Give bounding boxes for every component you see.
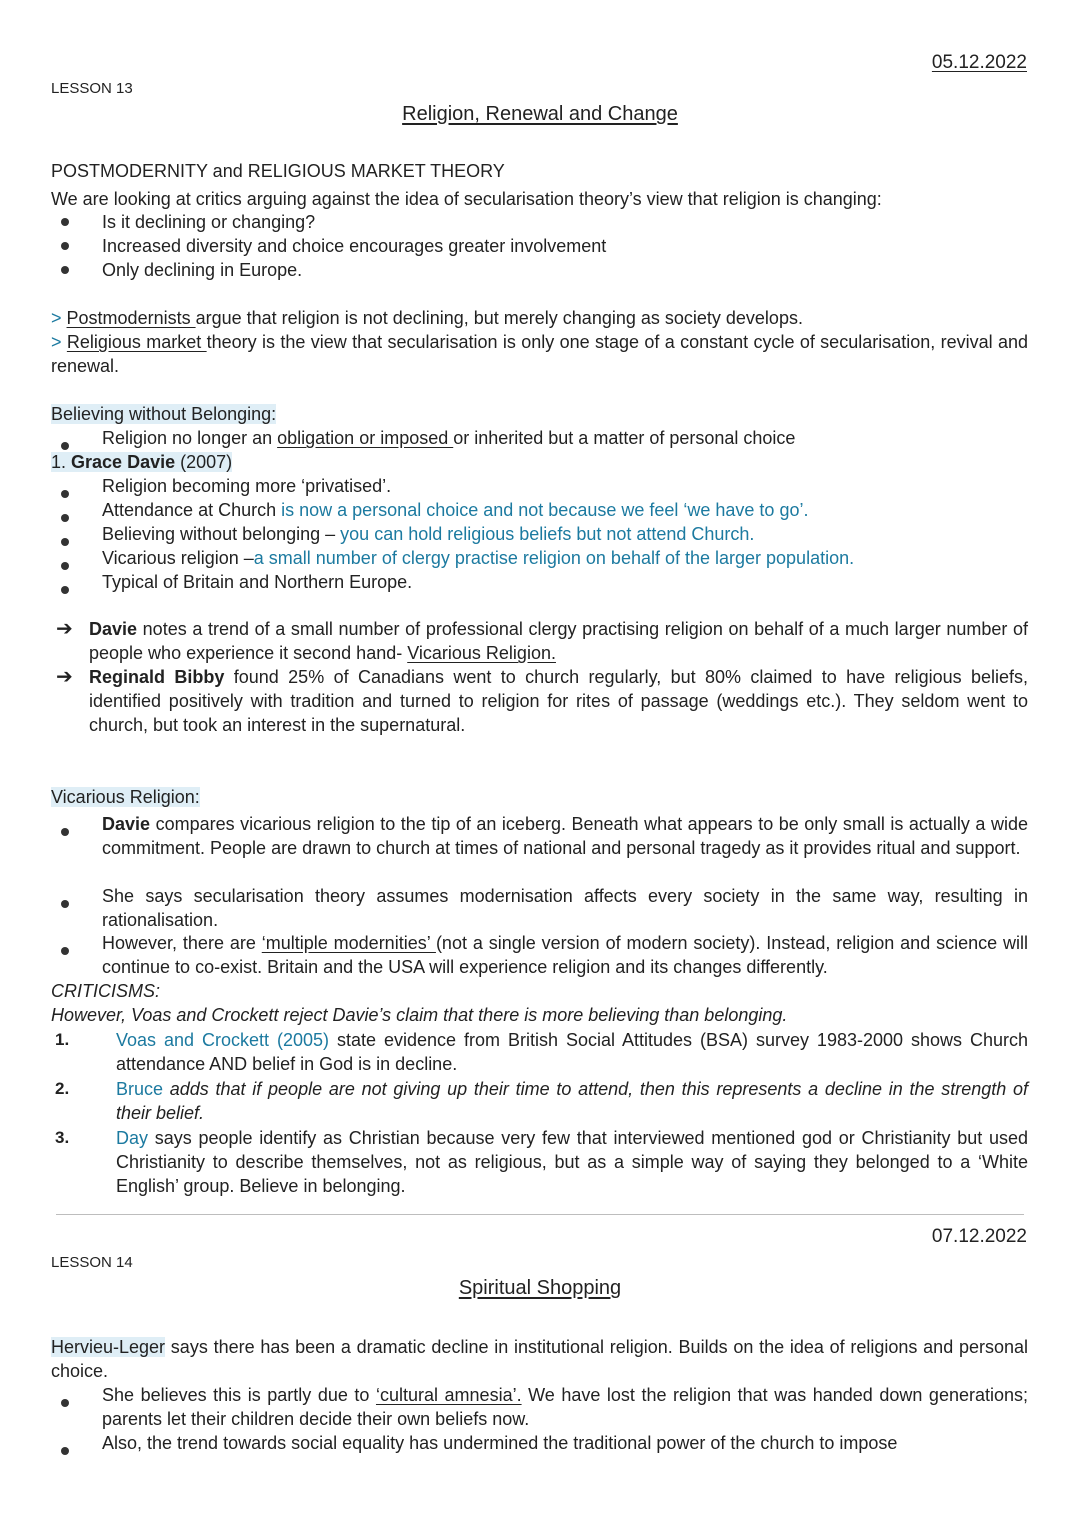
davie-bullet: Religion becoming more ‘privatised’.: [102, 476, 392, 496]
vicarious-bullet: She says secularisation theory assumes modernisation affects every society in the same way, resulting in rationalisation.: [102, 886, 1028, 930]
vicarious-bullet: Davie compares vicarious religion to the tip of an iceberg. Beneath what appears to be only small is actually a wide commitment. People are drawn to church at times of national and personal tragedy as it provides ritual and support.: [102, 814, 1028, 858]
bwb-bullet: Religion no longer an obligation or imposed or inherited but a matter of personal choice: [102, 428, 796, 448]
lesson14-title: Spiritual Shopping: [458, 1277, 622, 1299]
bullet-dot: [61, 1399, 69, 1407]
bullet-dot: [61, 242, 69, 250]
term: Postmodernists: [66, 308, 196, 328]
criticism-item: Day says people identify as Christian because very few that interviewed mentioned god or Christianity but used Christianity to describe themselves, not as religious, but as a simple way of saying they belonged to a ‘White English’ group. Believe in belonging.: [116, 1128, 1028, 1196]
bullet-dot: [61, 586, 69, 594]
lesson14-bullet: Also, the trend towards social equality has undermined the traditional power of the church to impose: [102, 1433, 898, 1453]
bullet-dot: [61, 947, 69, 955]
arrow-icon: ➔: [56, 666, 73, 688]
bullet-dot: [61, 218, 69, 226]
criticism-item: Bruce adds that if people are not giving up their time to attend, then this represents a decline in the strength of their belief.: [116, 1079, 1028, 1123]
lesson14-label: LESSON 14: [51, 1254, 133, 1271]
criticism-item: Voas and Crockett (2005) state evidence from British Social Attitudes (BSA) survey 1983-2000 shows Church attendance AND belief in God is in decline.: [116, 1030, 1028, 1074]
term: Religious market: [66, 332, 207, 352]
postmodernists-line: [51, 306, 1028, 330]
criticisms-heading: CRITICISMS:: [51, 981, 161, 1001]
marker: >: [51, 332, 62, 352]
davie-bullet: Vicarious religion –a small number of clergy practise religion on behalf of the larger population.: [102, 548, 855, 568]
text: theory is the view that secularisation is only one stage of a constant cycle of secularisation, revival and renewal.: [51, 332, 1028, 376]
lesson13-date: 05.12.2022: [931, 52, 1027, 73]
bullet-dot: [61, 490, 69, 498]
bullet-dot: [61, 514, 69, 522]
criticism-number: 2.: [55, 1079, 70, 1098]
intro-bullet: Increased diversity and choice encourages greater involvement: [102, 236, 607, 256]
divider: [56, 1214, 1024, 1215]
vicarious-heading: Vicarious Religion:: [51, 787, 200, 807]
criticism-number: 1.: [55, 1030, 70, 1049]
bullet-dot: [61, 562, 69, 570]
intro-text: We are looking at critics arguing against the idea of secularisation theory’s view that religion is changing:: [51, 189, 882, 209]
lesson14-bullet: She believes this is partly due to ‘cultural amnesia’. We have lost the religion that was handed down generations; parents let their children decide their own beliefs now.: [102, 1385, 1029, 1429]
bullet-dot: [61, 538, 69, 546]
davie-bullet: Typical of Britain and Northern Europe.: [102, 572, 413, 592]
bullet-dot: [61, 828, 69, 836]
criticism-number: 3.: [55, 1128, 70, 1147]
lesson13-label: LESSON 13: [51, 80, 133, 97]
religious-market-line: [51, 330, 1028, 378]
hervieu-leger-intro: Hervieu-Leger says there has been a dramatic decline in institutional religion. Builds on the idea of religions and personal choice.: [51, 1337, 1028, 1381]
intro-bullet: Is it declining or changing?: [102, 212, 316, 232]
lesson13-title: Religion, Renewal and Change: [402, 103, 678, 125]
criticisms-intro: However, Voas and Crockett reject Davie’s claim that there is more believing than belonging.: [51, 1005, 788, 1025]
bibby-arrow-point: Reginald Bibby found 25% of Canadians went to church regularly, but 80% claimed to have religious beliefs, identified positively with tradition and turned to religion for rites of passage (weddings etc.). They seldom went to church, but took an interest in the supernatural.: [89, 667, 1028, 735]
marker: >: [51, 308, 62, 328]
bwb-heading: Believing without Belonging:: [51, 404, 277, 424]
bullet-dot: [61, 1447, 69, 1455]
bullet-dot: [61, 442, 69, 450]
vicarious-bullet: However, there are ‘multiple modernities’ (not a single version of modern society). Instead, religion and science will continue to co-exist. Britain and the USA will experience religion and its changes differently.: [102, 933, 1029, 977]
davie-bullet: Believing without belonging – you can hold religious beliefs but not attend Church.: [102, 524, 755, 544]
bullet-dot: [61, 266, 69, 274]
text: argue that religion is not declining, but merely changing as society develops.: [195, 308, 803, 328]
arrow-icon: ➔: [56, 618, 73, 640]
davie-bullet: Attendance at Church is now a personal choice and not because we feel ‘we have to go’.: [102, 500, 809, 520]
davie-arrow-point: Davie notes a trend of a small number of professional clergy practising religion on behalf of a much larger number of people who experience it second hand- Vicarious Religion.: [89, 619, 1028, 663]
intro-bullet: Only declining in Europe.: [102, 260, 303, 280]
davie-heading: 1. Grace Davie (2007): [51, 452, 233, 472]
section-heading: POSTMODERNITY and RELIGIOUS MARKET THEORY: [51, 161, 505, 181]
lesson14-date: 07.12.2022: [931, 1226, 1027, 1247]
bullet-dot: [61, 900, 69, 908]
